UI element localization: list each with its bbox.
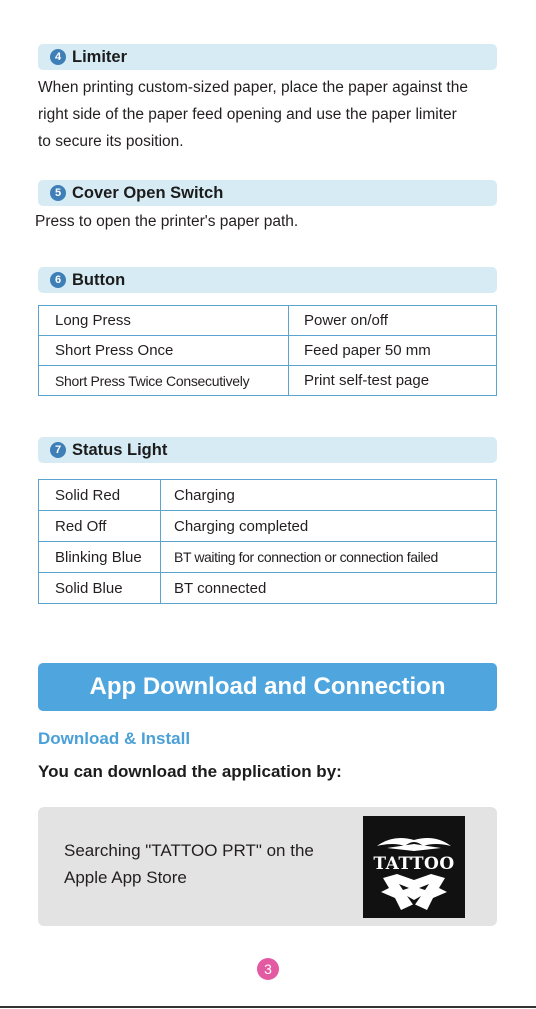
status-light-section-header xyxy=(38,437,497,463)
download-lead-text: You can download the application by: xyxy=(38,762,342,781)
app-store-instructions xyxy=(64,837,344,891)
cover-switch-section-header xyxy=(38,180,497,206)
limiter-title: Limiter xyxy=(72,47,128,66)
table-cell: Power on/off xyxy=(289,306,497,336)
store-line-1: Searching "TATTOO PRT" on the xyxy=(64,841,314,860)
logo-wordmark: TATTOO xyxy=(373,854,455,874)
section-number-badge: 6 xyxy=(50,272,66,288)
bottom-divider xyxy=(0,1006,536,1008)
status-light-table xyxy=(38,479,497,604)
section-number-badge: 5 xyxy=(50,185,66,201)
table-row xyxy=(39,306,497,336)
table-row xyxy=(39,542,497,573)
table-row xyxy=(39,480,497,511)
app-download-banner: App Download and Connection xyxy=(38,663,497,711)
table-cell: Short Press Twice Consecutively xyxy=(39,366,289,396)
cover-switch-title: Cover Open Switch xyxy=(72,183,224,202)
section-number-badge: 4 xyxy=(50,49,66,65)
table-row xyxy=(39,573,497,604)
table-cell: Charging completed xyxy=(161,511,497,542)
limiter-line-1: When printing custom-sized paper, place the paper against the xyxy=(38,79,468,96)
limiter-line-3: to secure its position. xyxy=(38,133,184,150)
download-install-heading: Download & Install xyxy=(38,729,191,748)
table-cell: Red Off xyxy=(39,511,161,542)
section-number-badge: 7 xyxy=(50,442,66,458)
table-row xyxy=(39,511,497,542)
table-cell: BT waiting for connection or connection failed xyxy=(161,542,497,573)
table-cell: Solid Blue xyxy=(39,573,161,604)
cover-switch-description: Press to open the printer's paper path. xyxy=(35,213,299,230)
table-cell: Solid Red xyxy=(39,480,161,511)
table-cell: Print self-test page xyxy=(289,366,497,396)
store-line-2: Apple App Store xyxy=(64,868,187,887)
button-section-header xyxy=(38,267,497,293)
status-light-title: Status Light xyxy=(72,440,168,459)
table-row xyxy=(39,336,497,366)
page-number-badge: 3 xyxy=(257,958,279,980)
limiter-section-header xyxy=(38,44,497,70)
table-cell: BT connected xyxy=(161,573,497,604)
app-store-box xyxy=(38,807,497,926)
button-table xyxy=(38,305,497,396)
table-row xyxy=(39,366,497,396)
table-cell: Charging xyxy=(161,480,497,511)
limiter-description xyxy=(38,74,468,155)
table-cell: Feed paper 50 mm xyxy=(289,336,497,366)
button-title: Button xyxy=(72,270,126,289)
table-cell: Long Press xyxy=(39,306,289,336)
limiter-line-2: right side of the paper feed opening and use the paper limiter xyxy=(38,106,457,123)
table-cell: Blinking Blue xyxy=(39,542,161,573)
tattoo-app-logo xyxy=(363,816,465,918)
table-cell: Short Press Once xyxy=(39,336,289,366)
